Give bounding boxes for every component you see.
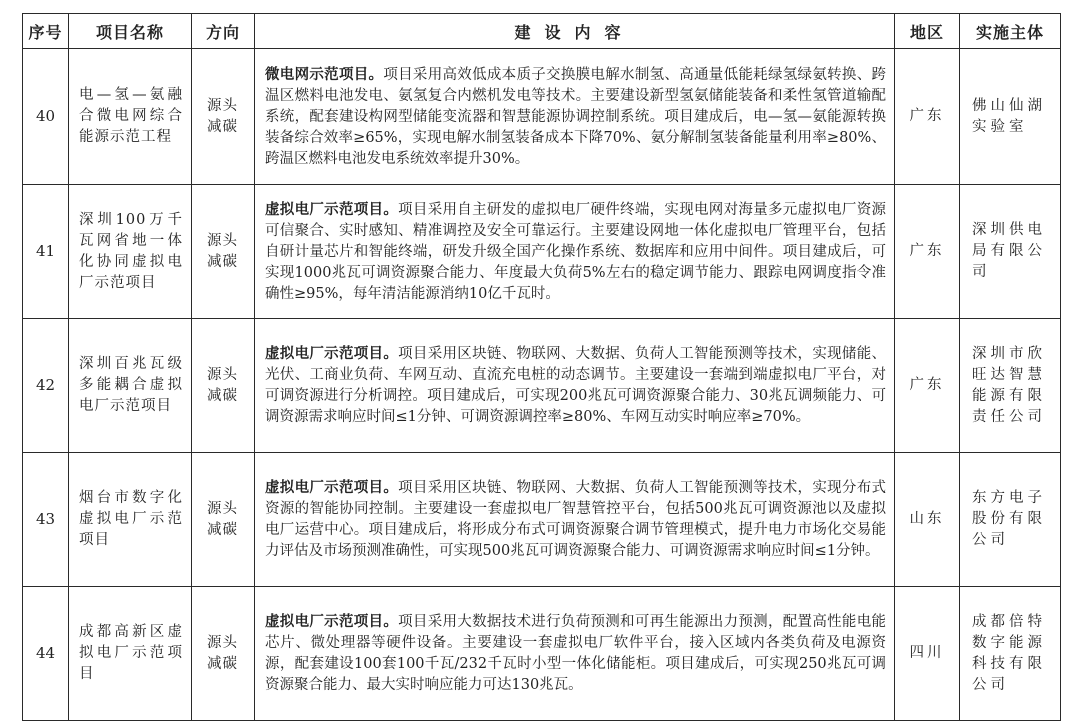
project-name: 电—氢—氨融合微电网综合能源示范工程 <box>69 49 192 185</box>
direction-text: 源头减碳 <box>207 97 238 135</box>
region-cell: 山东 <box>895 453 960 587</box>
content-cell <box>255 587 895 721</box>
content-body: 项目采用区块链、物联网、大数据、负荷人工智能预测等技术，实现储能、光伏、工商业负荷、车网互动、直流充电桩的动态调节。主要建设一套端到端虚拟电厂平台，对可调资源进行分析调控。项目建成后，可实现200兆瓦可调资源聚合能力、30兆瓦调频能力、可调资源需求响应时间≤1分钟、可调资源调控率≥80%、车网互动实时响应率≥70%。 <box>265 346 887 425</box>
region-cell: 广东 <box>895 185 960 319</box>
direction-text: 源头减碳 <box>207 500 238 538</box>
direction-cell <box>192 587 255 721</box>
direction-text: 源头减碳 <box>207 232 238 270</box>
table-row <box>23 587 1061 721</box>
header-row <box>23 14 1061 49</box>
org-cell: 东方电子股份有限公司 <box>960 453 1061 587</box>
content-title: 虚拟电厂示范项目。 <box>265 613 399 630</box>
project-table <box>22 13 1061 721</box>
project-name: 烟台市数字化虚拟电厂示范项目 <box>69 453 192 587</box>
header-name: 项目名称 <box>69 14 192 49</box>
region-cell: 广东 <box>895 319 960 453</box>
direction-cell <box>192 185 255 319</box>
content-body: 项目采用区块链、物联网、大数据、负荷人工智能预测等技术，实现分布式资源的智能协同控制。主要建设一套虚拟电厂智慧管控平台，包括500兆瓦可调资源池以及虚拟电厂运营中心。项目建成后，将形成分布式可调资源聚合调节管理模式，提升电力市场化交易能力评估及市场预测准确性，可实现500兆瓦可调资源聚合能力、可调资源需求响应时间≤1分钟。 <box>265 480 887 559</box>
content-body: 项目采用高效低成本质子交换膜电解水制氢、高通量低能耗绿氢绿氨转换、跨温区燃料电池发电、氨氢复合内燃机发电等技术。主要建设新型氢氨储能装备和柔性氢管道输配系统，配套建设构网型储能变流器和智慧能源协调控制系统。项目建成后，电—氢—氨能源转换装备综合效率≥65%，实现电解水制氢装备成本下降70%、氨分解制氢装备能量利用率≥80%、跨温区燃料电池发电系统效率提升30%。 <box>265 66 886 167</box>
content-cell <box>255 453 895 587</box>
table-row <box>23 49 1061 185</box>
table-row <box>23 453 1061 587</box>
header-org: 实施主体 <box>960 14 1061 49</box>
content-title: 虚拟电厂示范项目。 <box>265 200 399 218</box>
org-cell: 佛山仙湖实验室 <box>960 49 1061 185</box>
row-num: 43 <box>23 453 69 587</box>
project-name: 深圳百兆瓦级多能耦合虚拟电厂示范项目 <box>69 319 192 453</box>
org-cell: 成都倍特数字能源科技有限公司 <box>960 587 1061 721</box>
header-region: 地区 <box>895 14 960 49</box>
header-num: 序号 <box>23 14 69 49</box>
table-row <box>23 185 1061 319</box>
row-num: 40 <box>23 49 69 185</box>
content-body: 项目采用大数据技术进行负荷预测和可再生能源出力预测，配置高性能电能芯片、微处理器等硬件设备。主要建设一套虚拟电厂软件平台，接入区域内各类负荷及电源资源，配套建设100套100千瓦/232千瓦时小型一体化储能柜。项目建成后，可实现250兆瓦可调资源聚合能力、最大实时响应能力可达130兆瓦。 <box>265 614 887 693</box>
project-name: 深圳100万千瓦网省地一体化协同虚拟电厂示范项目 <box>69 185 192 319</box>
content-title: 虚拟电厂示范项目。 <box>265 345 399 362</box>
region-cell: 广东 <box>895 49 960 185</box>
direction-text: 源头减碳 <box>207 634 238 672</box>
content-cell <box>255 49 895 185</box>
row-num: 44 <box>23 587 69 721</box>
content-cell <box>255 185 895 319</box>
content-title: 微电网示范项目。 <box>265 65 384 83</box>
header-content: 建设内容 <box>255 14 895 49</box>
org-cell: 深圳供电局有限公司 <box>960 185 1061 319</box>
header-direction: 方向 <box>192 14 255 49</box>
row-num: 41 <box>23 185 69 319</box>
content-title: 虚拟电厂示范项目。 <box>265 479 399 496</box>
content-cell <box>255 319 895 453</box>
direction-cell <box>192 453 255 587</box>
project-name: 成都高新区虚拟电厂示范项目 <box>69 587 192 721</box>
table-row <box>23 319 1061 453</box>
row-num: 42 <box>23 319 69 453</box>
direction-cell <box>192 49 255 185</box>
org-cell: 深圳市欣旺达智慧能源有限责任公司 <box>960 319 1061 453</box>
direction-text: 源头减碳 <box>207 366 238 404</box>
region-cell: 四川 <box>895 587 960 721</box>
content-body: 项目采用自主研发的虚拟电厂硬件终端，实现电网对海量多元虚拟电厂资源可信聚合、实时感知、精准调控及安全可靠运行。主要建设网地一体化虚拟电厂管理平台，包括自研计量芯片和智能终端，研发升级全国产化操作系统、数据库和应用中间件。项目建成后，可实现1000兆瓦可调资源聚合能力、年度最大负荷5%左右的稳定调节能力、跟踪电网调度指令准确性≥95%，每年清洁能源消纳10亿千瓦时。 <box>265 201 887 302</box>
direction-cell <box>192 319 255 453</box>
